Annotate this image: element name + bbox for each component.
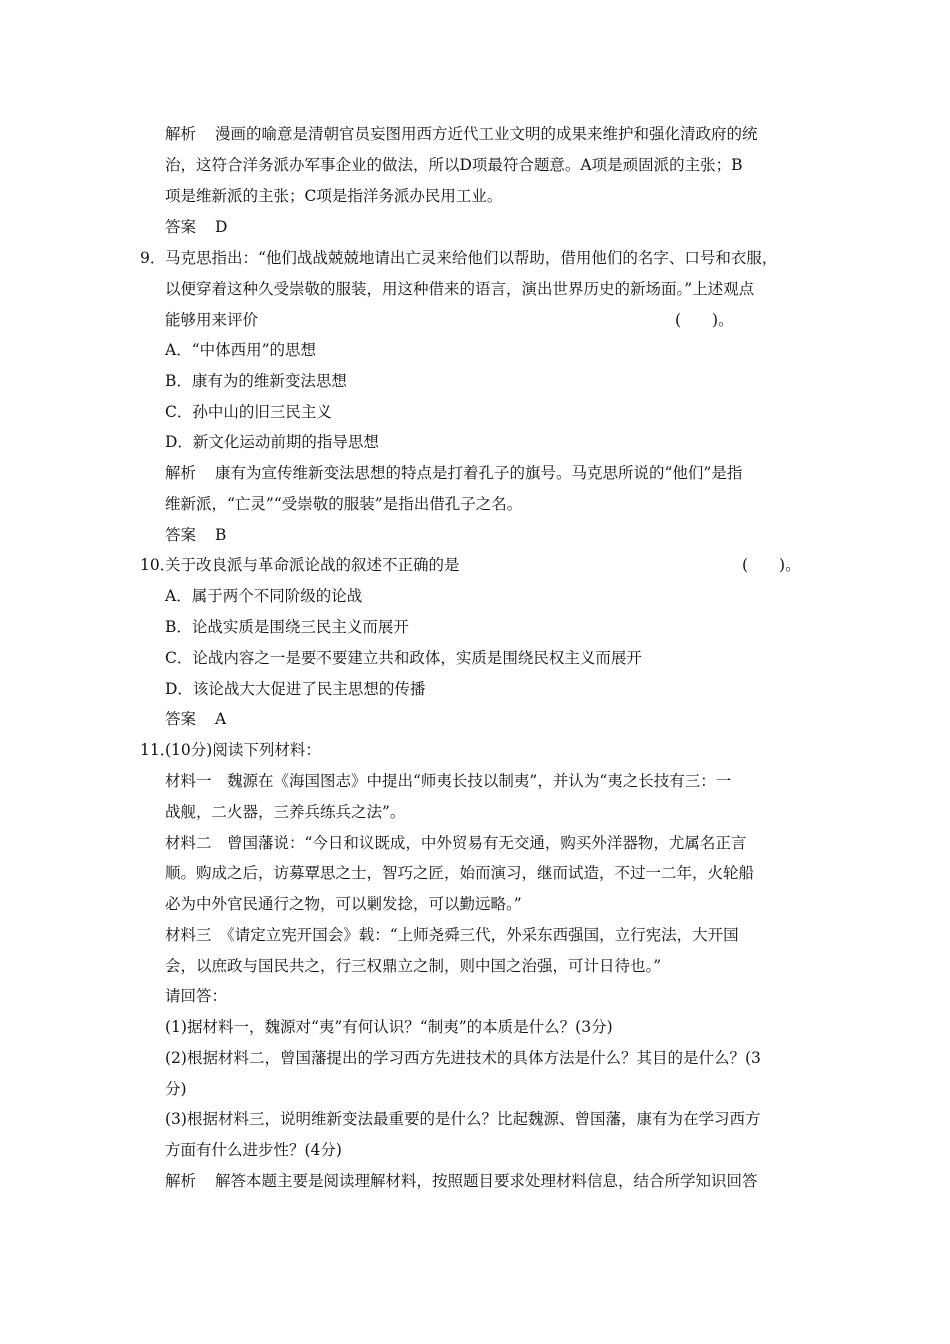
q9-option-c: C．孙中山的旧三民主义 [165,403,332,421]
q11-material-2-line-2: 顺。购成之后，访募覃思之士，智巧之匠，始而演习，继而试造，不过一二年，火轮船 [165,864,755,882]
q8-analysis-line-1: 解析 漫画的喻意是清朝官员妄图用西方近代工业文明的成果来维护和强化清政府的统 [165,125,758,143]
q11-analysis: 解析 解答本题主要是阅读理解材料，按照题目要求处理材料信息，结合所学知识回答 [165,1172,758,1190]
q11-material-3-line-2: 会，以庶政与国民共之，行三权鼎立之制，则中国之治强，可计日待也。” [165,957,662,975]
q9-answer [165,525,226,545]
q11-material-3-line-1: 材料三 《请定立宪开国会》载：“上师尧舜三代，外采东西强国，立行宪法，大开国 [165,926,739,944]
q9-analysis-line-2: 维新派，“亡灵”“受崇敬的服装”是指出借孔子之名。 [165,495,523,513]
q9-analysis-line-1: 解析 康有为宣传维新变法思想的特点是打着孔子的旗号。马克思所说的“他们”是指 [165,464,743,482]
q10-answer [165,709,226,729]
q8-answer [165,217,227,237]
analysis-label: 解析 [165,464,197,482]
q9-option-d: D．新文化运动前期的指导思想 [165,433,379,451]
q11-material-2-line-1: 材料二 曾国藩说：“今日和议既成，中外贸易有无交通，购买外洋器物，尤属名正言 [165,834,747,852]
q10-option-c: C．论战内容之一是要不要建立共和政体，实质是围绕民权主义而展开 [165,649,642,667]
q11-material-1-line-1: 材料一 魏源在《海国图志》中提出“师夷长技以制夷”，并认为“夷之长技有三：一 [165,772,732,790]
answer-label: 答案 [165,526,197,544]
q11-prompt: 请回答： [165,987,228,1005]
q9-answer-paren: ( )。 [675,311,734,329]
q10-option-b: B．论战实质是围绕三民主义而展开 [165,618,409,636]
answer-value: D [215,218,228,236]
q9-option-b: B．康有为的维新变法思想 [165,372,347,390]
q11-stem: 11．(10分)阅读下列材料： [140,741,321,759]
analysis-label: 解析 [165,1172,197,1190]
q11-question-2-line-2: 分) [165,1080,187,1098]
analysis-label: 解析 [165,125,197,143]
q10-option-d: D．该论战大大促进了民主思想的传播 [165,680,426,698]
question-number: 11． [140,741,176,759]
question-number: 9． [140,249,166,267]
q11-question-3-line-1: (3)根据材料三，说明维新变法最重要的是什么？比起魏源、曾国藩，康有为在学习西方 [165,1110,761,1128]
answer-label: 答案 [165,710,197,728]
q10-option-a: A．属于两个不同阶级的论战 [165,587,363,605]
q9-stem-line-2: 以便穿着这种久受崇敬的服装，用这种借来的语言，演出世界历史的新场面。”上述观点 [165,280,755,298]
q11-question-1: (1)据材料一，魏源对“夷”有何认识？“制夷”的本质是什么？(3分) [165,1018,613,1036]
answer-value: B [215,526,227,544]
q8-analysis-line-2: 治，这符合洋务派办军事企业的做法，所以D项最符合题意。A项是顽固派的主张；B [165,156,743,174]
q9-option-a: A．“中体西用”的思想 [165,341,317,359]
question-number: 10． [140,556,176,574]
q10-stem: 10．关于改良派与革命派论战的叙述不正确的是 [140,556,460,574]
q9-stem-line-1: 9．马克思指出：“他们战战兢兢地请出亡灵来给他们以帮助，借用他们的名字、口号和衣服， [140,249,778,267]
q11-question-3-line-2: 方面有什么进步性？(4分) [165,1141,342,1159]
q11-material-1-line-2: 战舰，二火器，三养兵练兵之法”。 [165,803,406,821]
q8-analysis-line-3: 项是维新派的主张；C项是指洋务派办民用工业。 [165,187,503,205]
q11-material-2-line-3: 必为中外官民通行之物，可以剿发捻，可以勤远略。” [165,895,522,913]
answer-label: 答案 [165,218,197,236]
q10-answer-paren: ( )。 [742,556,801,574]
q11-question-2-line-1: (2)根据材料二，曾国藩提出的学习西方先进技术的具体方法是什么？其目的是什么？(3 [165,1049,761,1067]
answer-value: A [215,710,227,728]
q9-stem-line-3: 能够用来评价 [165,311,259,329]
